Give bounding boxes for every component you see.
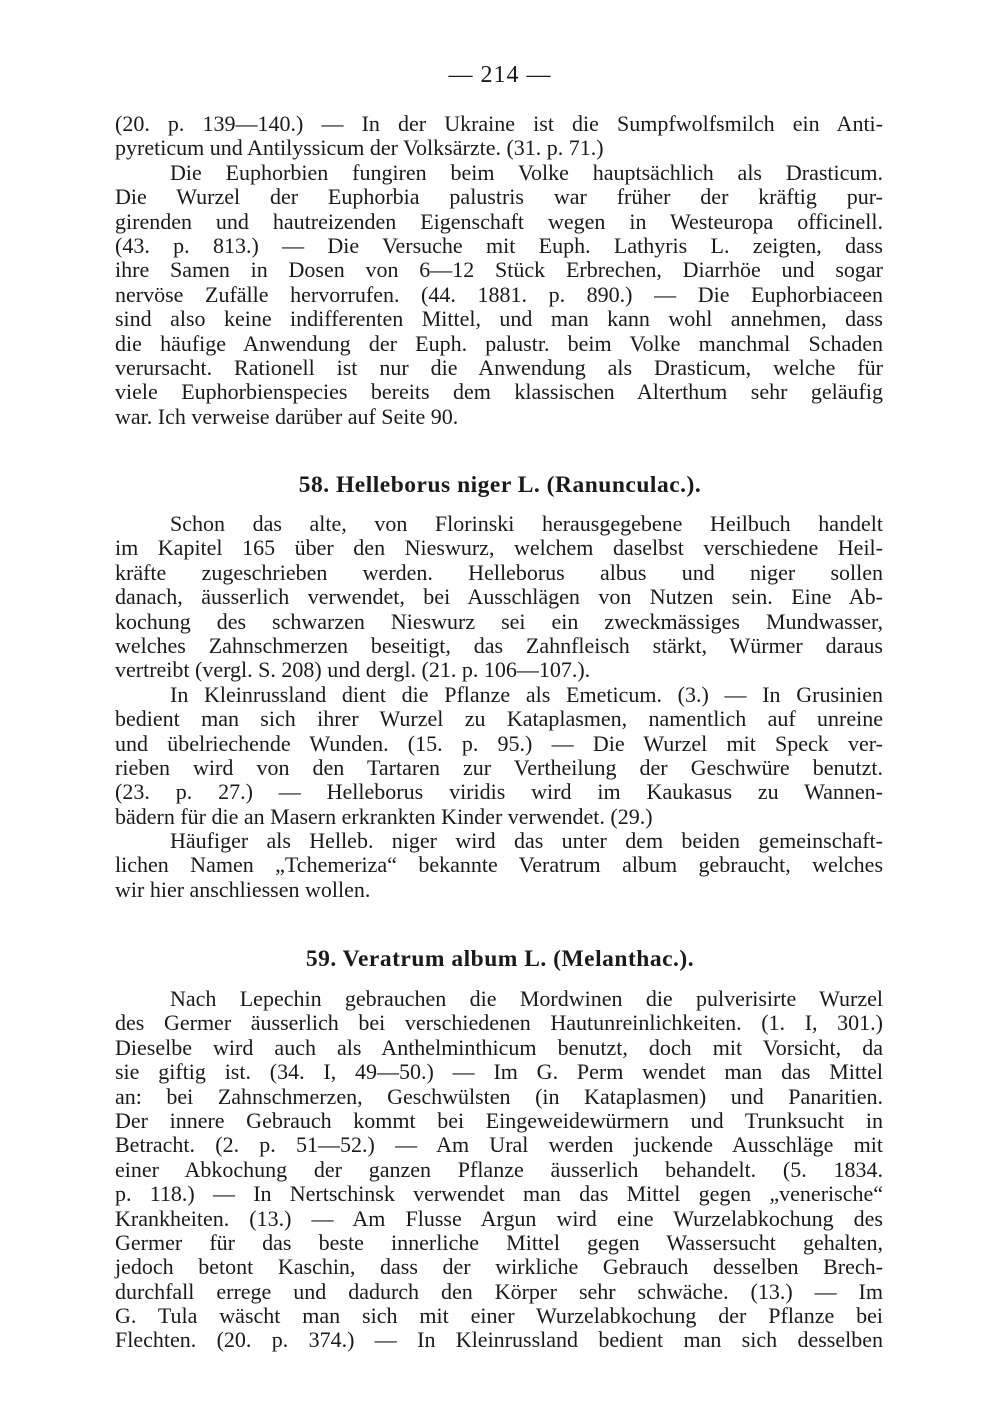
text-line: verursacht. Rationell ist nur die Anwendung als Drasticum, welche für: [115, 354, 883, 380]
text-line: und übelriechende Wunden. (15. p. 95.) — Die Wurzel mit Speck ver-: [115, 730, 883, 756]
section-heading-veratrum: 59. Veratrum album L. (Melanthac.).: [305, 946, 695, 972]
text-line: Krankheiten. (13.) — Am Flusse Argun wird eine Wurzelabkochung des: [115, 1205, 883, 1231]
text-line: jedoch betont Kaschin, dass der wirkliche Gebrauch desselben Brech-: [115, 1254, 883, 1280]
text-line: nervöse Zufälle hervorrufen. (44. 1881. p. 890.) — Die Euphorbiaceen: [115, 281, 883, 307]
text-line: Betracht. (2. p. 51—52.) — Am Ural werden juckende Ausschläge mit: [115, 1132, 883, 1158]
text-line: G. Tula wäscht man sich mit einer Wurzelabkochung der Pflanze bei: [115, 1303, 883, 1329]
text-line: Flechten. (20. p. 374.) — In Kleinrussland bedient man sich desselben: [115, 1327, 883, 1353]
text-line: Germer für das beste innerliche Mittel gegen Wassersucht gehalten,: [115, 1229, 883, 1255]
text-line: einer Abkochung der ganzen Pflanze äusserlich behandelt. (5. 1834.: [115, 1156, 883, 1182]
text-line: durchfall errege und dadurch den Körper sehr schwäche. (13.) — Im: [115, 1278, 883, 1304]
text-line: (20. p. 139—140.) — In der Ukraine ist die Sumpfwolfsmilch ein Anti-: [115, 111, 883, 136]
text-line: wir hier anschliessen wollen.: [115, 876, 371, 902]
text-line: Der innere Gebrauch kommt bei Eingeweidewürmern und Trunksucht in: [115, 1107, 883, 1133]
text-line: bedient man sich ihrer Wurzel zu Kataplasmen, namentlich auf unreine: [115, 706, 883, 732]
text-line: In Kleinrussland dient die Pflanze als Emeticum. (3.) — In Grusinien: [170, 681, 883, 707]
text-line: Häufiger als Helleb. niger wird das unter dem beiden gemeinschaft-: [170, 828, 883, 854]
text-line: Die Euphorbien fungiren beim Volke hauptsächlich als Drasticum.: [170, 159, 883, 185]
paragraph-block-euphorbia: [115, 112, 883, 429]
text-line: pyreticum und Antilyssicum der Volksärzte. (31. p. 71.): [115, 135, 604, 161]
text-line: sind also keine indifferenten Mittel, und man kann wohl annehmen, dass: [115, 306, 883, 332]
text-line: ihre Samen in Dosen von 6—12 Stück Erbrechen, Diarrhöe und sogar: [115, 257, 883, 283]
text-line: sie giftig ist. (34. I, 49—50.) — Im G. Perm wendet man das Mittel: [115, 1059, 883, 1085]
text-line: war. Ich verweise darüber auf Seite 90.: [115, 403, 459, 429]
section-heading-helleborus: 58. Helleborus niger L. (Ranunculac.).: [298, 472, 702, 498]
text-line: Die Wurzel der Euphorbia palustris war früher der kräftig pur-: [115, 184, 883, 210]
paragraph-block-helleborus: [115, 512, 883, 902]
paragraph-block-veratrum: [115, 987, 883, 1353]
text-line: welches Zahnschmerzen beseitigt, das Zahnfleisch stärkt, Würmer daraus: [115, 632, 883, 658]
text-line: (23. p. 27.) — Helleborus viridis wird im Kaukasus zu Wannen-: [115, 779, 883, 805]
text-line: (43. p. 813.) — Die Versuche mit Euph. Lathyris L. zeigten, dass: [115, 232, 883, 258]
text-line: p. 118.) — In Nertschinsk verwendet man das Mittel gegen „venerische“: [115, 1181, 883, 1207]
text-line: kräfte zugeschrieben werden. Helleborus albus und niger sollen: [115, 559, 883, 585]
text-line: Dieselbe wird auch als Anthelminthicum benutzt, doch mit Vorsicht, da: [115, 1034, 883, 1060]
text-line: Nach Lepechin gebrauchen die Mordwinen die pulverisirte Wurzel: [170, 986, 883, 1011]
text-line: vertreibt (vergl. S. 208) und dergl. (21. p. 106—107.).: [115, 657, 591, 683]
text-line: rieben wird von den Tartaren zur Vertheilung der Geschwüre benutzt.: [115, 754, 883, 780]
page-number: — 214 —: [448, 62, 552, 88]
text-line: girenden und hautreizenden Eigenschaft wegen in Westeuropa officinell.: [115, 208, 883, 234]
text-line: des Germer äusserlich bei verschiedenen Hautunreinlichkeiten. (1. I, 301.): [115, 1010, 883, 1036]
text-line: danach, äusserlich verwendet, bei Ausschlägen von Nutzen sein. Eine Ab-: [115, 584, 883, 610]
text-line: die häufige Anwendung der Euph. palustr. beim Volke manchmal Schaden: [115, 330, 883, 356]
text-line: lichen Namen „Tchemeriza“ bekannte Veratrum album gebraucht, welches: [115, 852, 883, 878]
text-line: kochung des schwarzen Nieswurz sei ein zweckmässiges Mundwasser,: [115, 608, 883, 634]
text-line: viele Euphorbienspecies bereits dem klassischen Alterthum sehr geläufig: [115, 379, 883, 405]
text-line: an: bei Zahnschmerzen, Geschwülsten (in Kataplasmen) und Panaritien.: [115, 1083, 883, 1109]
text-line: im Kapitel 165 über den Nieswurz, welchem daselbst verschiedene Heil-: [115, 535, 883, 561]
text-line: bädern für die an Masern erkrankten Kinder verwendet. (29.): [115, 803, 653, 829]
text-line: Schon das alte, von Florinski herausgegebene Heilbuch handelt: [170, 511, 883, 536]
